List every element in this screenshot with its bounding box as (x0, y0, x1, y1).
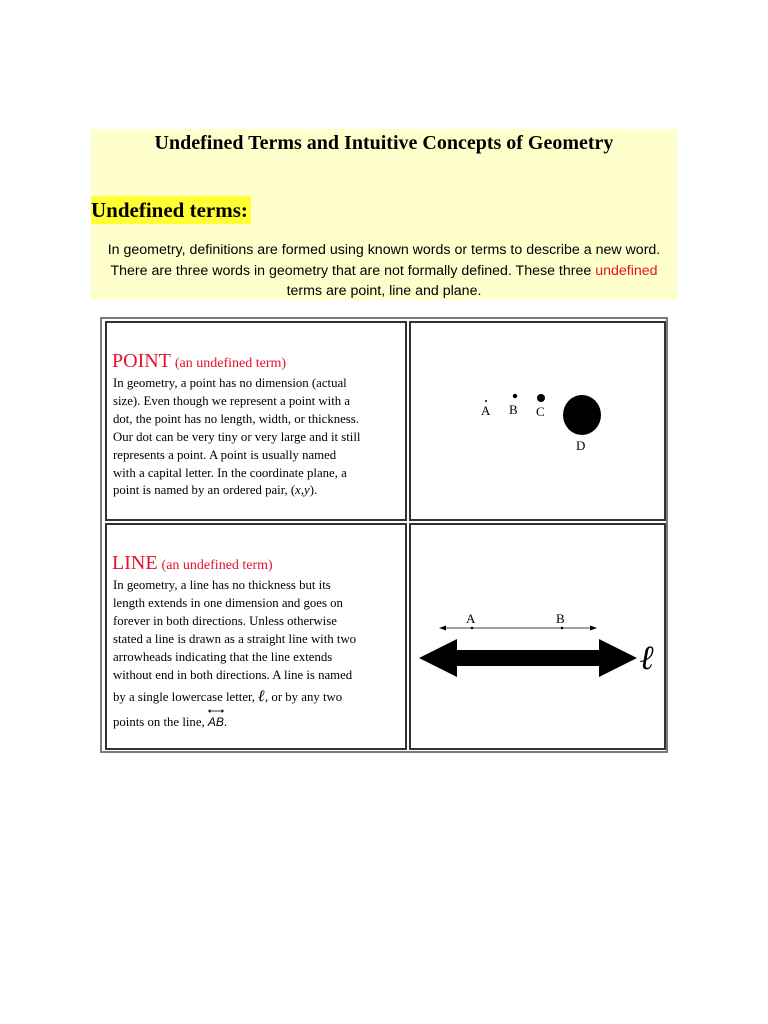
line-description (113, 577, 399, 732)
terms-table (100, 317, 668, 753)
intro-text-end: terms are point, line and plane. (286, 283, 482, 299)
ordered-pair: x,y (295, 483, 310, 498)
segment-right-arrow-icon (590, 626, 597, 631)
point-desc-line: size). Even though we represent a point with a (113, 393, 351, 408)
line-term: LINE (112, 552, 158, 574)
line-desc-text-end: . (223, 715, 228, 730)
line-desc-text-end: , or by any two (265, 690, 343, 705)
point-desc-line: with a capital letter. In the coordinate plane, a (113, 465, 347, 480)
line-desc-line: forever in both directions. Unless otherwise (113, 613, 337, 628)
point-d-label: D (576, 438, 586, 453)
page-title: Undefined Terms and Intuitive Concepts of Geometry (154, 132, 614, 154)
point-figure-cell (409, 321, 666, 521)
line-notation-text: AB (207, 715, 224, 730)
point-desc-text: point is named by an ordered pair, ( (113, 483, 296, 498)
line-desc-line: length extends in one dimension and goes on (113, 595, 343, 610)
point-d-dot (563, 395, 601, 435)
point-figure (411, 323, 664, 519)
point-desc-line: In geometry, a point has no dimension (actual (113, 376, 347, 390)
line-point-b-label: B (556, 611, 565, 626)
line-notation (208, 710, 224, 732)
line-desc-lowercase-line (113, 684, 399, 710)
line-desc-text: by a single lowercase letter, (113, 690, 259, 705)
intro-highlight: undefined (595, 262, 658, 279)
intro-text-start: In geometry, definitions are formed using known words or terms to describe a new word. There are three words in geometry that are not formally defined. These three (107, 242, 661, 279)
line-desc-line: without end in both directions. A line is named (113, 667, 353, 682)
line-heading (112, 552, 273, 575)
point-c-dot (537, 394, 545, 402)
point-desc-line: Our dot can be very tiny or very large and it still (113, 429, 361, 444)
point-desc-text-end: ). (309, 483, 318, 498)
line-point-a-label: A (466, 611, 476, 626)
point-b-dot (513, 394, 517, 398)
header-box (91, 129, 677, 300)
point-desc-line: represents a point. A point is usually named (113, 447, 337, 462)
thick-line-arrow (419, 639, 637, 677)
script-l-symbol: ℓ (258, 688, 266, 706)
point-heading (112, 350, 286, 373)
section-heading: Undefined terms: (91, 196, 251, 224)
point-c-label: C (536, 404, 545, 419)
line-description-cell (105, 523, 407, 750)
line-desc-line: In geometry, a line has no thickness but its (113, 578, 331, 592)
double-arrow-icon (208, 708, 224, 714)
segment-left-arrow-icon (439, 626, 446, 631)
point-description (113, 375, 399, 500)
point-b-mark (561, 627, 564, 630)
line-name-label: ℓ (640, 640, 655, 677)
point-description-cell (105, 321, 407, 521)
line-desc-line: arrowheads indicating that the line extends (113, 649, 333, 664)
line-figure (411, 525, 664, 748)
point-a-label: A (481, 403, 491, 418)
point-a-dot (485, 400, 487, 402)
line-term-note: (an undefined term) (161, 558, 273, 573)
point-term: POINT (112, 350, 171, 372)
point-desc-line: dot, the point has no length, width, or thickness. (113, 411, 359, 426)
point-desc-last-line (113, 482, 399, 500)
point-b-label: B (509, 402, 518, 417)
point-a-mark (471, 627, 474, 630)
intro-paragraph (99, 240, 669, 302)
line-desc-line: stated a line is drawn as a straight line with two (113, 631, 357, 646)
line-desc-points-line (113, 710, 399, 732)
line-desc-text: points on the line, (113, 715, 208, 730)
point-term-note: (an undefined term) (174, 356, 287, 371)
line-figure-cell (409, 523, 666, 750)
